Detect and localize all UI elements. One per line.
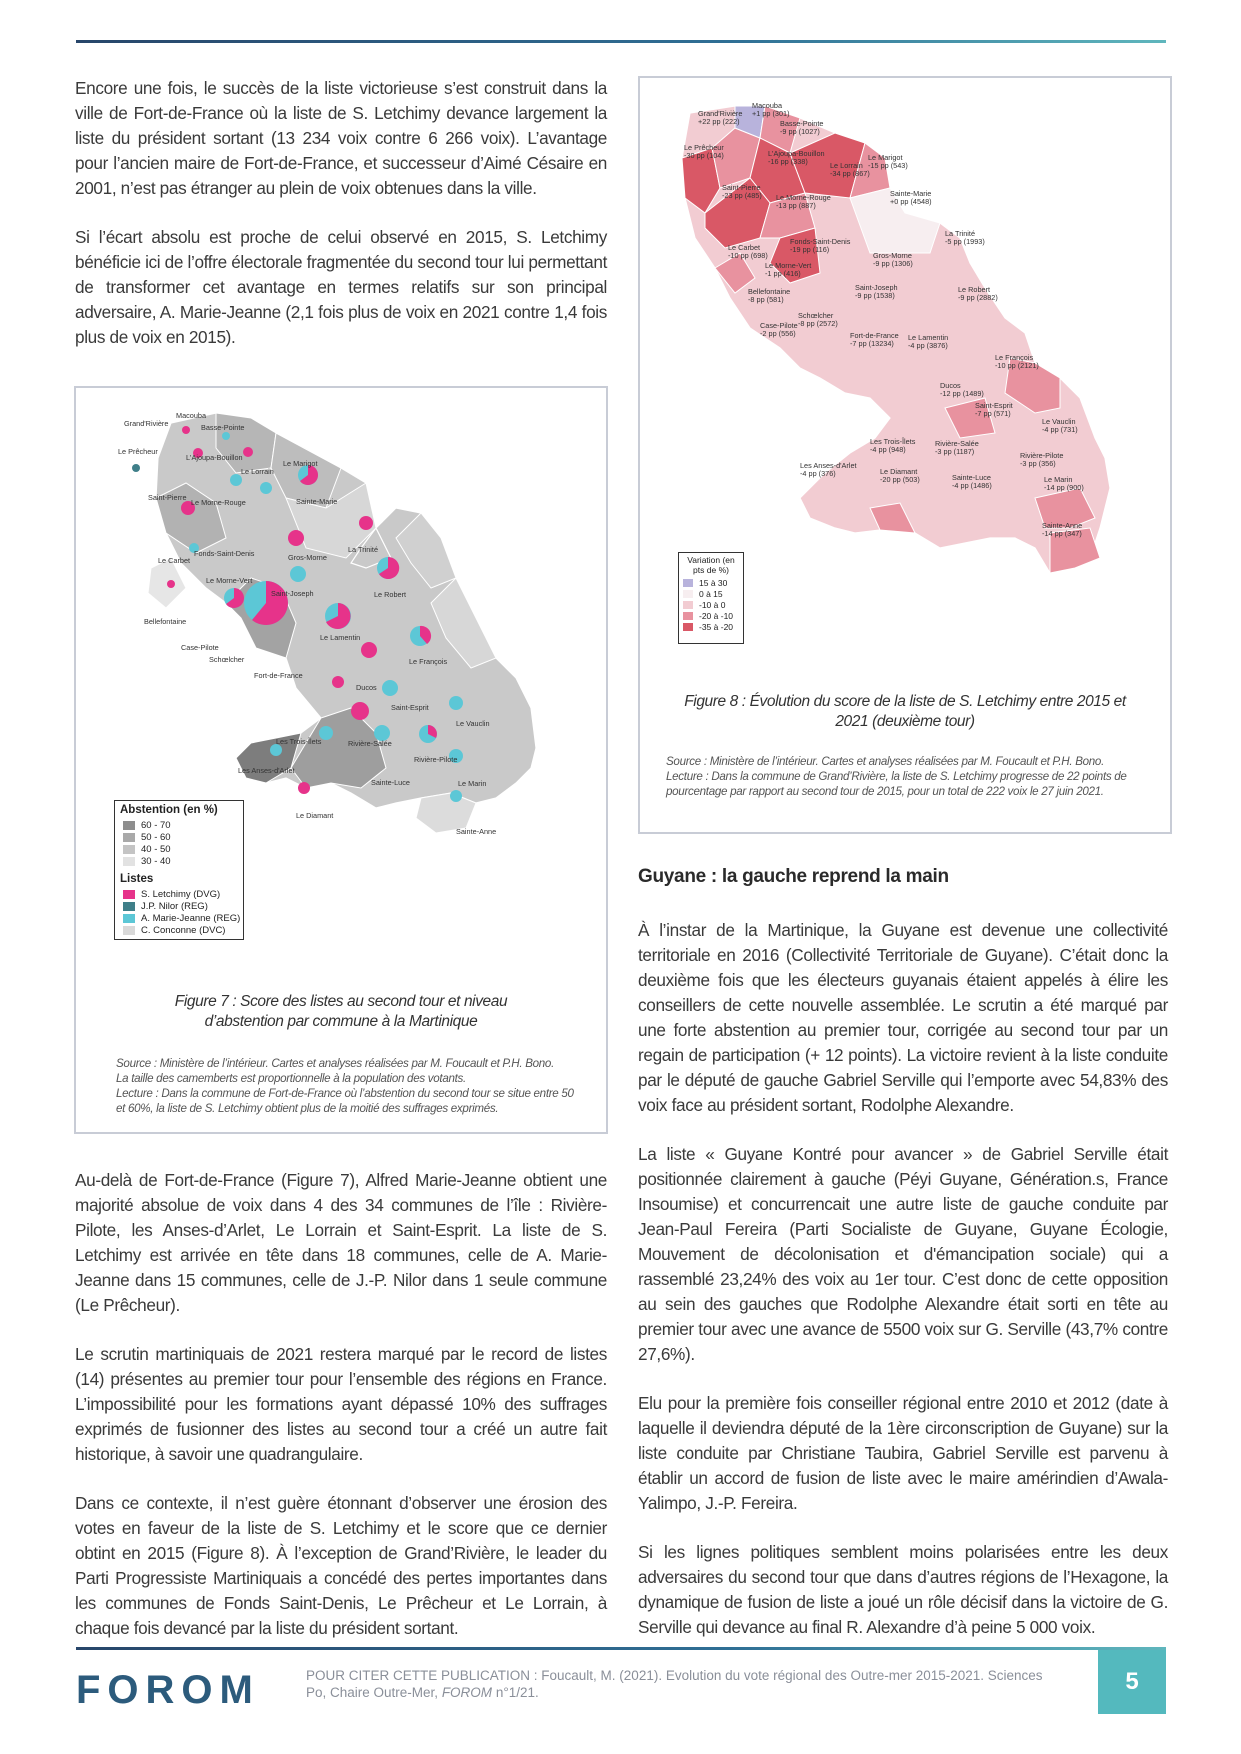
fig8-commune-name: Macouba bbox=[752, 101, 783, 110]
figure-7-caption: Figure 7 : Score des listes au second tour et niveau d’abstention par commune à la Martinique bbox=[174, 993, 508, 1030]
legend-variation-item: 15 à 30 bbox=[683, 578, 743, 588]
fig8-commune-name: Le Marin bbox=[1044, 475, 1073, 484]
fig8-commune-value: -30 pp (104) bbox=[684, 151, 724, 160]
figure-8-legend bbox=[678, 552, 744, 644]
svg-text:Grand'Rivière: Grand'Rivière bbox=[124, 419, 169, 428]
svg-text:Le Morne-Rouge: Le Morne-Rouge bbox=[191, 498, 246, 507]
fig8-commune-name: Le Morne-Vert bbox=[765, 261, 812, 270]
fig8-commune-value: -10 pp (698) bbox=[728, 251, 768, 260]
fig8-commune-value: -8 pp (581) bbox=[748, 295, 784, 304]
fig8-commune-value: -3 pp (1187) bbox=[935, 447, 975, 456]
fig8-commune-name: La Trinité bbox=[945, 229, 976, 238]
svg-text:Sainte-Anne: Sainte-Anne bbox=[456, 827, 497, 836]
svg-text:La Trinité: La Trinité bbox=[348, 545, 379, 554]
legend-swatch bbox=[123, 914, 135, 923]
paragraph-2: Si l’écart absolu est proche de celui observé en 2015, S. Letchimy bénéficie ici de l’offre électorale fragmentée du second tour lui permettant de transformer cet avantage en termes relatifs sur son principal adversaire, A. Marie-Jeanne (2,1 fois plus de voix en 2021 contre 1,4 fois plus de voix en 2015). bbox=[75, 227, 608, 347]
fig8-commune-value: +22 pp (222) bbox=[698, 117, 740, 126]
fig8-commune-name: Fort-de-France bbox=[850, 331, 899, 340]
svg-text:Saint-Joseph: Saint-Joseph bbox=[271, 589, 314, 598]
fig8-commune-value: -5 pp (1993) bbox=[945, 237, 985, 246]
paragraph-guyane-4: Si les lignes politiques semblent moins polarisées entre les deux adversaires du second tour que dans d’autres régions de l’Hexagone, la dynamique de fusion de liste a joué un rôle décisif dans la victoire de G. Serville qui devance au final R. Alexandre d’à peine 5 000 voix. bbox=[638, 1542, 1168, 1637]
svg-text:Le Vauclin: Le Vauclin bbox=[456, 719, 490, 728]
legend-list-item: C. Conconne (DVC) bbox=[123, 925, 243, 936]
pie-le-francois bbox=[410, 626, 431, 646]
fig8-commune-name: Ducos bbox=[940, 381, 961, 390]
paragraph-guyane-3: Elu pour la première fois conseiller régional entre 2010 et 2012 (date à laquelle il deviendra député de la 1ère circonscription de Guyane) sur la liste conduite par Christiane Taubira, Gabriel Serville est parvenu à établir un accord de fusion de liste avec le maire amérindien d’Awala-Yalimpo, J.-P. Fereira. bbox=[638, 1393, 1168, 1513]
fig8-commune-value: -3 pp (356) bbox=[1020, 459, 1056, 468]
svg-text:Le Morne-Vert: Le Morne-Vert bbox=[206, 576, 253, 585]
svg-text:Le Carbet: Le Carbet bbox=[158, 556, 191, 565]
legend-variation-item: 0 à 15 bbox=[683, 589, 743, 599]
fig8-commune-value: -9 pp (1306) bbox=[873, 259, 913, 268]
pie-fort-de-france bbox=[244, 581, 288, 625]
pie-sainte-marie bbox=[298, 465, 318, 485]
fig8-commune-name: Rivière-Pilote bbox=[1020, 451, 1064, 460]
paragraph-5: Dans ce contexte, il n’est guère étonnant d’observer une érosion des votes en faveur de la liste de S. Letchimy et le score que ce dernier obtint en 2015 (Figure 8). À l’exception de Grand’Rivière, le leader du Parti Progressiste Martiniquais a concédé des pertes importantes dans les communes de Fonds Saint-Denis, Le Prêcheur et Le Lorrain, à chaque fois devancé par la liste du président sortant. bbox=[75, 1493, 607, 1638]
pie-le-lamentin bbox=[325, 603, 351, 629]
fig8-commune-value: -9 pp (1538) bbox=[855, 291, 895, 300]
paragraph-1: Encore une fois, le succès de la liste victorieuse s’est construit dans la ville de Fort-de-France où la liste de S. Letchimy devance largement la liste du président sortant (13 234 voix contre 6 266 voix). L’avantage pour l’ancien maire de Fort-de-France, et successeur d’Aimé Césaire en 2001, n’est pas étranger au plein de voix obtenues dans la ville. bbox=[75, 78, 607, 198]
legend-swatch bbox=[683, 623, 693, 631]
fig8-commune-name: Les Trois-Îlets bbox=[870, 437, 916, 446]
fig8-commune-name: Sainte-Anne bbox=[1042, 521, 1083, 530]
svg-text:Le Marin: Le Marin bbox=[458, 779, 487, 788]
legend-swatch bbox=[123, 833, 135, 842]
figure-7 bbox=[74, 386, 608, 1134]
fig8-commune-name: Rivière-Salée bbox=[935, 439, 979, 448]
fig8-commune-value: -15 pp (543) bbox=[868, 161, 908, 170]
svg-text:Le François: Le François bbox=[409, 657, 448, 666]
fig8-commune-value: -4 pp (376) bbox=[800, 469, 836, 478]
legend-variation-item: -10 à 0 bbox=[683, 600, 743, 610]
svg-text:Ducos: Ducos bbox=[356, 683, 377, 692]
pie-le-robert bbox=[377, 557, 399, 579]
svg-text:Rivière-Pilote: Rivière-Pilote bbox=[414, 755, 458, 764]
svg-text:Macouba: Macouba bbox=[176, 411, 207, 420]
fig8-commune-value: -13 pp (887) bbox=[776, 201, 816, 210]
fig8-commune-value: -14 pp (900) bbox=[1044, 483, 1084, 492]
svg-text:Le Marigot: Le Marigot bbox=[283, 459, 318, 468]
fig8-commune-name: Saint-Esprit bbox=[975, 401, 1013, 410]
fig8-commune-name: Gros-Morne bbox=[873, 251, 912, 260]
legend-variation-item: -20 à -10 bbox=[683, 611, 743, 621]
pie-schoelcher bbox=[224, 588, 244, 608]
svg-text:Le Lorrain: Le Lorrain bbox=[241, 467, 274, 476]
fig8-commune-name: Le Diamant bbox=[880, 467, 918, 476]
svg-text:Saint-Esprit: Saint-Esprit bbox=[391, 703, 429, 712]
fig8-commune-value: -8 pp (2572) bbox=[798, 319, 838, 328]
fig8-commune-name: Le Carbet bbox=[728, 243, 761, 252]
legend-swatch bbox=[683, 579, 693, 587]
fig8-commune-name: Le Robert bbox=[958, 285, 991, 294]
legend-swatch bbox=[123, 821, 135, 830]
svg-text:Sainte-Marie: Sainte-Marie bbox=[296, 497, 338, 506]
legend-abstention-item: 50 - 60 bbox=[123, 832, 243, 843]
fig8-commune-name: Le Morne-Rouge bbox=[776, 193, 831, 202]
fig8-commune-name: Saint-Pierre bbox=[722, 183, 761, 192]
fig8-commune-name: Fonds-Saint-Denis bbox=[790, 237, 851, 246]
legend-variation-item: -35 à -20 bbox=[683, 622, 743, 632]
legend-abstention-item: 30 - 40 bbox=[123, 856, 243, 867]
paragraph-guyane-2: La liste « Guyane Kontré pour avancer » de Gabriel Serville était positionnée clairement à gauche (Péyi Guyane, Génération.s, France Insoumise) et concurrencait une autre liste de gauche conduite par Jean-Paul Fereira (Parti Socialiste de Guyane, Guyane Écologie, Mouvement de décolonisation et d'émancipation sociale) qui a rassemblé 23,24% des voix au 1er tour. C’est donc de cette opposition au sein des gauches que Rodolphe Alexandre était sorti en tête au premier tour avec une avance de 5500 voix sur G. Serville (43,7% contre 27,6%). bbox=[638, 1144, 1168, 1364]
paragraph-guyane-1: À l’instar de la Martinique, la Guyane est devenue une collectivité territoriale en 2016 (Collectivité Territoriale de Guyane). C’était donc la deuxième fois que les électeurs guyanais étaient appelés à élire les conseillers de cette nouvelle assemblée. Le scrutin a été marqué par une forte abstention au premier tour, corrigée au second tour par un regain de participation (+ 12 points). La victoire revient à la liste conduite par le député de gauche Gabriel Serville qui l’emporte avec 54,83% des voix face au président sortant, Rodolphe Alexandre. bbox=[638, 920, 1168, 1115]
svg-text:Sainte-Luce: Sainte-Luce bbox=[371, 778, 410, 787]
fig8-commune-value: -9 pp (1027) bbox=[780, 127, 820, 136]
legend-list-item: S. Letchimy (DVG) bbox=[123, 889, 243, 900]
fig8-commune-name: Le Lamentin bbox=[908, 333, 949, 342]
svg-text:Fort-de-France: Fort-de-France bbox=[254, 671, 303, 680]
figure-7-source: Source : Ministère de l’intérieur. Cartes et analyses réalisées par M. Foucault et P.H. Bono. La taille des camemberts est proportionnelle à la population des votants. Lecture : Dans la commune de Fort-de-France où l’abstention du second tour se situe entre 50 et 60%, la liste de S. Letchimy obtient plus de la moitié des suffrages exprimés. bbox=[116, 1057, 574, 1115]
figure-8-caption: Figure 8 : Évolution du score de la liste de S. Letchimy entre 2015 et 2021 (deuxième tour) bbox=[684, 693, 1126, 730]
svg-text:Basse-Pointe: Basse-Pointe bbox=[201, 423, 245, 432]
fig8-commune-value: -4 pp (1486) bbox=[952, 481, 992, 490]
figure-8-source: Source : Ministère de l’intérieur. Cartes et analyses réalisées par M. Foucault et P.H. Bono. Lecture : Dans la commune de Grand’Rivière, la liste de S. Letchimy progresse de 22 points de pourcentage par rapport au second tour de 2015, pour un total de 222 voix le 27 juin 2021. bbox=[666, 755, 1127, 798]
fig8-commune-value: +1 pp (301) bbox=[752, 109, 790, 118]
legend-list-item: A. Marie-Jeanne (REG) bbox=[123, 913, 243, 924]
fig8-commune-value: -4 pp (3876) bbox=[908, 341, 948, 350]
svg-text:Saint-Pierre: Saint-Pierre bbox=[148, 493, 187, 502]
figure-8-legend-title: Variation (en pts de %) bbox=[687, 555, 735, 575]
fig8-commune-name: Basse-Pointe bbox=[780, 119, 824, 128]
fig8-commune-value: -23 pp (485) bbox=[722, 191, 762, 200]
svg-text:Case-Pilote: Case-Pilote bbox=[181, 643, 219, 652]
fig8-commune-name: Schœlcher bbox=[798, 311, 834, 320]
section-heading: Guyane : la gauche reprend la main bbox=[638, 866, 949, 887]
fig8-commune-value: -19 pp (116) bbox=[790, 245, 830, 254]
fig8-commune-value: -14 pp (347) bbox=[1042, 529, 1082, 538]
left-column-top bbox=[75, 76, 607, 374]
svg-text:L'Ajoupa-Bouillon: L'Ajoupa-Bouillon bbox=[186, 453, 243, 462]
fig8-commune-value: -4 pp (948) bbox=[870, 445, 906, 454]
fig8-commune-value: -9 pp (2882) bbox=[958, 293, 998, 302]
svg-text:Le Diamant: Le Diamant bbox=[296, 811, 334, 820]
legend-swatch bbox=[123, 857, 135, 866]
pie-riviere-pilote bbox=[419, 725, 437, 743]
right-column bbox=[638, 918, 1168, 1664]
fig8-commune-value: -10 pp (2121) bbox=[995, 361, 1039, 370]
fig8-commune-value: -20 pp (503) bbox=[880, 475, 920, 484]
legend-swatch bbox=[683, 612, 693, 620]
paragraph-3: Au-delà de Fort-de-France (Figure 7), Alfred Marie-Jeanne obtient une majorité absolue de voix dans 4 des 34 communes de l’île : Rivière-Pilote, les Anses-d’Arlet, Le Lorrain et Saint-Esprit. La liste de S. Letchimy est arrivée en tête dans 18 communes, celle de A. Marie-Jeanne dans 15 communes, celle de J.-P. Nilor dans 1 seule commune (Le Prêcheur). bbox=[75, 1170, 607, 1315]
legend-swatch bbox=[123, 890, 135, 899]
legend-swatch bbox=[123, 845, 135, 854]
fig8-commune-value: -34 pp (867) bbox=[830, 169, 870, 178]
commune-shade bbox=[148, 558, 186, 608]
fig8-commune-value: -1 pp (416) bbox=[765, 269, 801, 278]
fig8-commune-name: Le Vauclin bbox=[1042, 417, 1076, 426]
fig8-commune-name: Le Prêcheur bbox=[684, 143, 724, 152]
citation: POUR CITER CETTE PUBLICATION : Foucault, M. (2021). Evolution du vote régional des Outre-mer 2015-2021. Sciences Po, Chaire Outre-Mer, FOROM n°1/21. bbox=[306, 1668, 1043, 1700]
paragraph-4: Le scrutin martiniquais de 2021 restera marqué par le record de listes (14) présentes au premier tour pour l’ensemble des régions en France. L’impossibilité pour les formations ayant dépassé 10% des suffrages exprimés de fusionner des listes au second tour a créé un autre fait historique, à savoir une quadrangulaire. bbox=[75, 1344, 607, 1464]
svg-text:Rivière-Salée: Rivière-Salée bbox=[348, 739, 392, 748]
fig8-commune-name: L'Ajoupa-Bouillon bbox=[768, 149, 825, 158]
svg-text:Le Lamentin: Le Lamentin bbox=[320, 633, 361, 642]
page-number: 5 bbox=[1098, 1650, 1166, 1714]
forom-logo: FOROM bbox=[76, 1668, 260, 1712]
fig8-commune-value: -2 pp (556) bbox=[760, 329, 796, 338]
fig8-commune-name: Grand'Rivière bbox=[698, 109, 743, 118]
svg-text:Le Robert: Le Robert bbox=[374, 590, 407, 599]
figure-7-legend bbox=[114, 800, 244, 940]
legend-swatch bbox=[123, 902, 135, 911]
fig8-commune-value: -7 pp (571) bbox=[975, 409, 1011, 418]
figure-8 bbox=[638, 76, 1172, 834]
legend-abstention-item: 60 - 70 bbox=[123, 820, 243, 831]
fig8-commune-name: Case-Pilote bbox=[760, 321, 798, 330]
footer-rule bbox=[76, 1647, 1166, 1650]
svg-text:Les Trois-Îlets: Les Trois-Îlets bbox=[276, 737, 322, 746]
legend-abstention-title: Abstention (en %) bbox=[120, 804, 218, 816]
fig8-commune-name: Les Anses-d'Arlet bbox=[800, 461, 857, 470]
fig8-commune-name: Sainte-Luce bbox=[952, 473, 991, 482]
svg-text:Le Prêcheur: Le Prêcheur bbox=[118, 447, 158, 456]
fig8-commune-name: Le François bbox=[995, 353, 1034, 362]
legend-lists-title: Listes bbox=[120, 873, 154, 885]
legend-swatch bbox=[123, 926, 135, 935]
left-column-bottom bbox=[75, 1168, 607, 1665]
svg-text:Les Anses-d'Arlet: Les Anses-d'Arlet bbox=[238, 766, 295, 775]
legend-swatch bbox=[683, 601, 693, 609]
fig8-commune-value: -7 pp (13234) bbox=[850, 339, 894, 348]
fig8-commune-name: Le Lorrain bbox=[830, 161, 863, 170]
fig8-commune-value: +0 pp (4548) bbox=[890, 197, 932, 206]
fig8-commune-name: Le Marigot bbox=[868, 153, 903, 162]
fig8-commune-name: Bellefontaine bbox=[748, 287, 791, 296]
fig8-commune-name: Saint-Joseph bbox=[855, 283, 898, 292]
legend-abstention-item: 40 - 50 bbox=[123, 844, 243, 855]
fig8-commune-value: -12 pp (1489) bbox=[940, 389, 984, 398]
svg-text:Bellefontaine: Bellefontaine bbox=[144, 617, 187, 626]
svg-text:Gros-Morne: Gros-Morne bbox=[288, 553, 327, 562]
svg-text:Schœlcher: Schœlcher bbox=[209, 655, 245, 664]
svg-text:Fonds-Saint-Denis: Fonds-Saint-Denis bbox=[194, 549, 255, 558]
fig8-commune-value: -16 pp (338) bbox=[768, 157, 808, 166]
legend-swatch bbox=[683, 590, 693, 598]
top-rule bbox=[76, 40, 1166, 43]
fig8-commune-name: Sainte-Marie bbox=[890, 189, 932, 198]
legend-list-item: J.P. Nilor (REG) bbox=[123, 901, 243, 912]
fig8-commune-value: -4 pp (731) bbox=[1042, 425, 1078, 434]
